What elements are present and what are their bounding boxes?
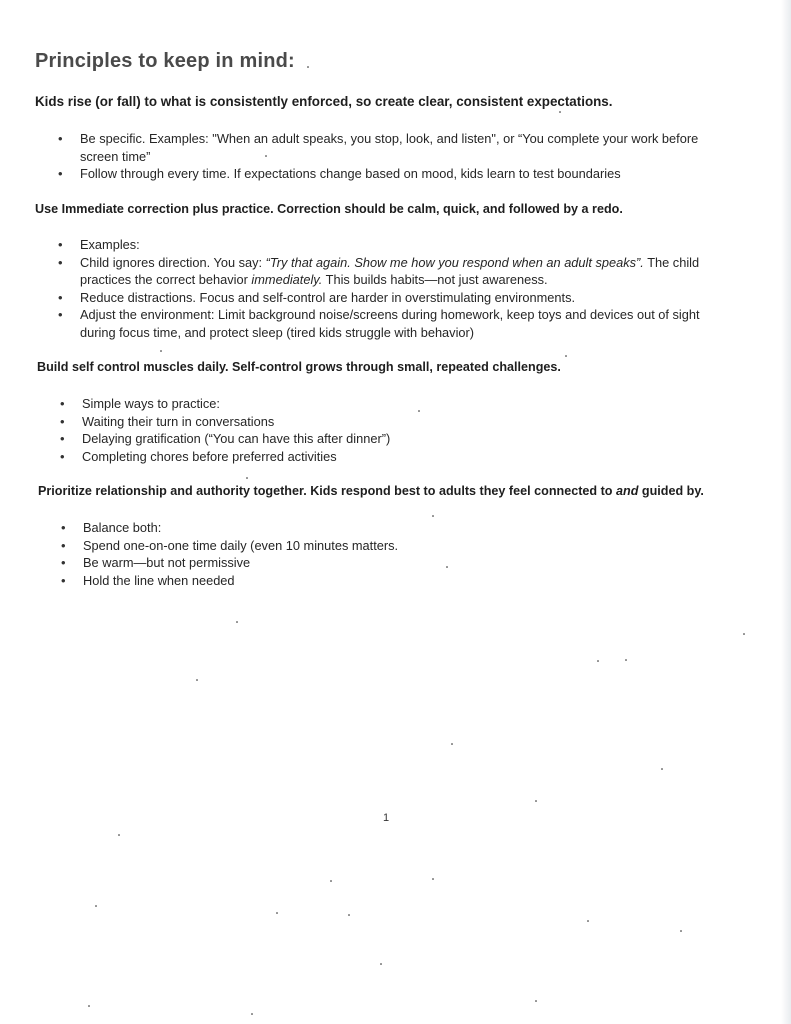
- scan-speck: [535, 800, 537, 802]
- list-item-quote: “Try that again. Show me how you respond when an adult speaks”.: [265, 254, 644, 270]
- list-item: • Be specific. Examples: "When an adult speaks, you stop, look, and listen", or “You complete your work before screen time”: [58, 130, 718, 165]
- scan-speck: [661, 768, 663, 770]
- list-item-text: This builds habits—not just awareness.: [322, 272, 548, 287]
- scan-speck: [535, 1000, 537, 1002]
- heading-text: Prioritize relationship and authority together. Kids respond best to adults they feel connected to: [38, 484, 616, 498]
- section-2-heading: Use Immediate correction plus practice. Correction should be calm, quick, and followed by a redo.: [35, 202, 623, 216]
- list-item-text: Child ignores direction. You say:: [80, 254, 266, 270]
- scan-speck: [432, 515, 434, 517]
- section-1-list: [58, 130, 718, 183]
- list-item: [58, 254, 723, 289]
- scan-speck: [743, 633, 745, 635]
- scan-speck: [160, 350, 162, 352]
- list-item: • Spend one-on-one time daily (even 10 minutes matters.: [61, 537, 561, 555]
- list-item-text: The child practices the correct behavior: [80, 254, 700, 287]
- section-3-heading: Build self control muscles daily. Self-control grows through small, repeated challenges.: [37, 360, 561, 374]
- list-item: • Simple ways to practice:: [60, 395, 560, 413]
- heading-emphasis: and: [616, 484, 639, 498]
- scan-edge-shadow: [781, 0, 791, 1024]
- scan-speck: [88, 1005, 90, 1007]
- list-item: • Follow through every time. If expectations change based on mood, kids learn to test boundaries: [58, 165, 718, 183]
- page-number: 1: [383, 812, 390, 824]
- list-item: • Be warm—but not permissive: [61, 554, 561, 572]
- scan-speck: [451, 743, 453, 745]
- scan-speck: [446, 566, 448, 568]
- section-2-list: [58, 236, 723, 341]
- scan-speck: [307, 66, 309, 68]
- scan-speck: [246, 477, 248, 479]
- scan-speck: [380, 963, 382, 965]
- heading-text: guided by.: [638, 484, 704, 498]
- scan-speck: [587, 920, 589, 922]
- list-item: • Examples:: [58, 236, 723, 254]
- list-item-emphasis: immediately.: [251, 272, 323, 287]
- scan-speck: [276, 912, 278, 914]
- section-4-heading: [38, 484, 704, 498]
- scan-speck: [680, 930, 682, 932]
- scan-speck: [251, 1013, 253, 1015]
- section-1-heading: Kids rise (or fall) to what is consistently enforced, so create clear, consistent expectations.: [35, 94, 613, 109]
- scan-speck: [625, 659, 627, 661]
- scan-speck: [559, 111, 561, 113]
- scan-speck: [432, 878, 434, 880]
- scan-speck: [265, 155, 267, 157]
- scan-speck: [196, 679, 198, 681]
- scan-speck: [348, 914, 350, 916]
- list-item: • Delaying gratification (“You can have this after dinner”): [60, 430, 560, 448]
- scan-speck: [330, 880, 332, 882]
- scan-speck: [236, 621, 238, 623]
- list-item: • Reduce distractions. Focus and self-control are harder in overstimulating environments.: [58, 289, 723, 307]
- section-3-list: [60, 395, 560, 465]
- scan-speck: [597, 660, 599, 662]
- scan-speck: [95, 905, 97, 907]
- page-title: Principles to keep in mind:: [35, 50, 295, 72]
- list-item: • Waiting their turn in conversations: [60, 413, 560, 431]
- list-item: • Adjust the environment: Limit background noise/screens during homework, keep toys and devices out of sight during focus time, and protect sleep (tired kids struggle with behavior): [58, 306, 723, 341]
- scan-speck: [418, 410, 420, 412]
- scan-speck: [118, 834, 120, 836]
- list-item: • Balance both:: [61, 519, 561, 537]
- section-4-list: [61, 519, 561, 589]
- list-item: • Hold the line when needed: [61, 572, 561, 590]
- scan-speck: [565, 355, 567, 357]
- list-item: • Completing chores before preferred activities: [60, 448, 560, 466]
